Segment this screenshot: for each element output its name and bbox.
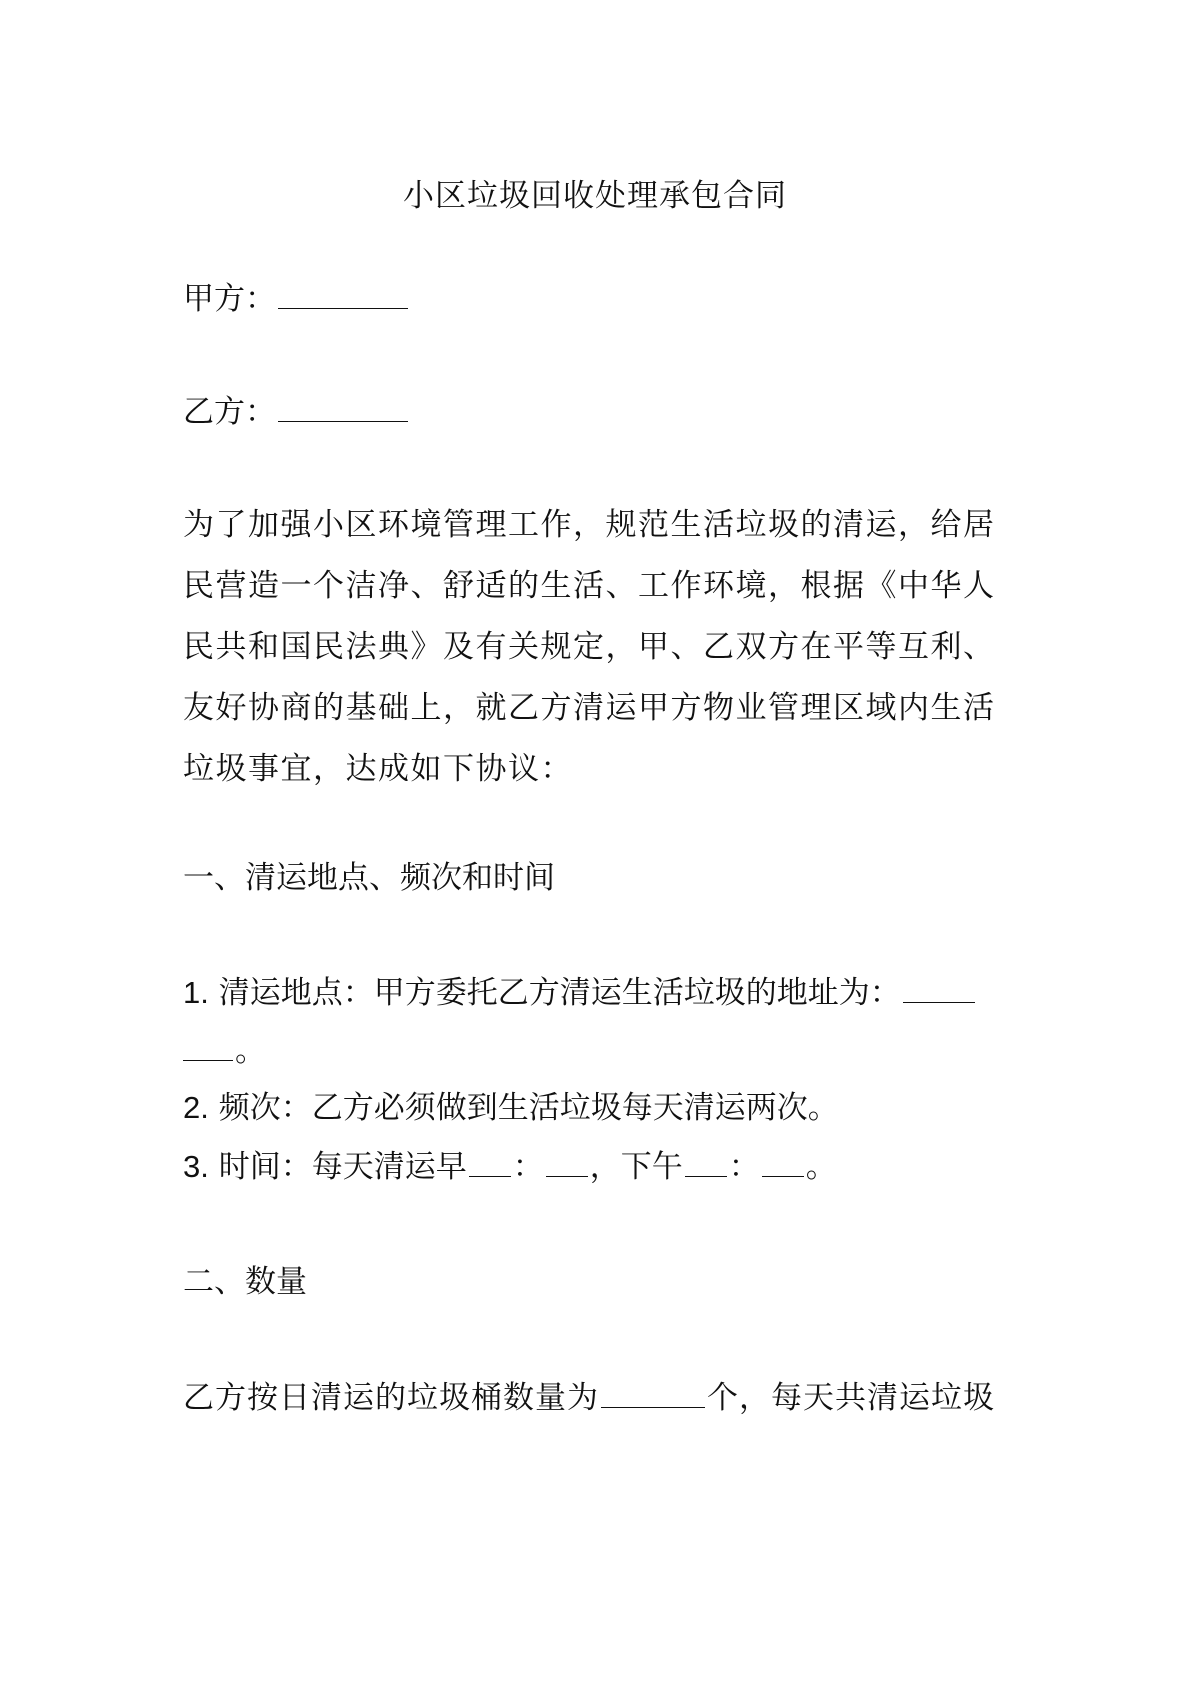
party-a-blank [278,278,408,309]
section2-text-b: 个，每天共清运垃圾 [707,1380,995,1416]
item3-text-b: ，下午 [589,1149,683,1185]
afternoon-minute-blank [762,1146,804,1177]
item3-colon1: ： [512,1149,544,1185]
section2-heading: 二、数量 [183,1264,307,1300]
item1-number: 1. [183,975,209,1010]
item3-colon2: ： [728,1149,760,1185]
item2-number: 2. [183,1090,209,1125]
intro-line: 民营造一个洁净、舒适的生活、工作环境，根据《中华人 [183,568,996,604]
item3-end: 。 [805,1149,837,1185]
morning-hour-blank [469,1146,511,1177]
item2-line [183,1088,1023,1128]
section2-text-a: 乙方按日清运的垃圾桶数量为 [183,1380,599,1416]
item1-line [183,972,1023,1013]
intro-line: 为了加强小区环境管理工作，规范生活垃圾的清运，给居 [183,507,996,543]
morning-minute-blank [546,1146,588,1177]
section2-text-line [183,1377,1023,1418]
intro-paragraph [183,495,1013,800]
item1-blank [903,972,975,1003]
intro-line: 垃圾事宜，达成如下协议： [183,751,573,787]
section1-heading: 一、清运地点、频次和时间 [183,860,555,896]
intro-line: 民共和国民法典》及有关规定，甲、乙双方在平等互利、 [183,629,996,665]
party-a-label: 甲方： [183,281,276,317]
item3-line [183,1146,1023,1187]
item2-text: 频次：乙方必须做到生活垃圾每天清运两次。 [218,1090,839,1126]
item1-continuation [183,1030,1023,1071]
document-title: 小区垃圾回收处理承包合同 [403,178,787,214]
intro-line: 友好协商的基础上，就乙方清运甲方物业管理区域内生活 [183,690,996,726]
item3-number: 3. [183,1149,209,1184]
item1-end: 。 [235,1033,266,1069]
party-b-line [183,391,1023,432]
item1-text: 清运地点：甲方委托乙方清运生活垃圾的地址为： [218,975,901,1011]
party-b-label: 乙方： [183,394,276,430]
item1-blank-cont [183,1030,233,1061]
party-b-blank [278,391,408,422]
bin-count-blank [601,1377,705,1408]
item3-text-a: 时间：每天清运早 [218,1149,467,1185]
party-a-line [183,278,1023,319]
afternoon-hour-blank [685,1146,727,1177]
